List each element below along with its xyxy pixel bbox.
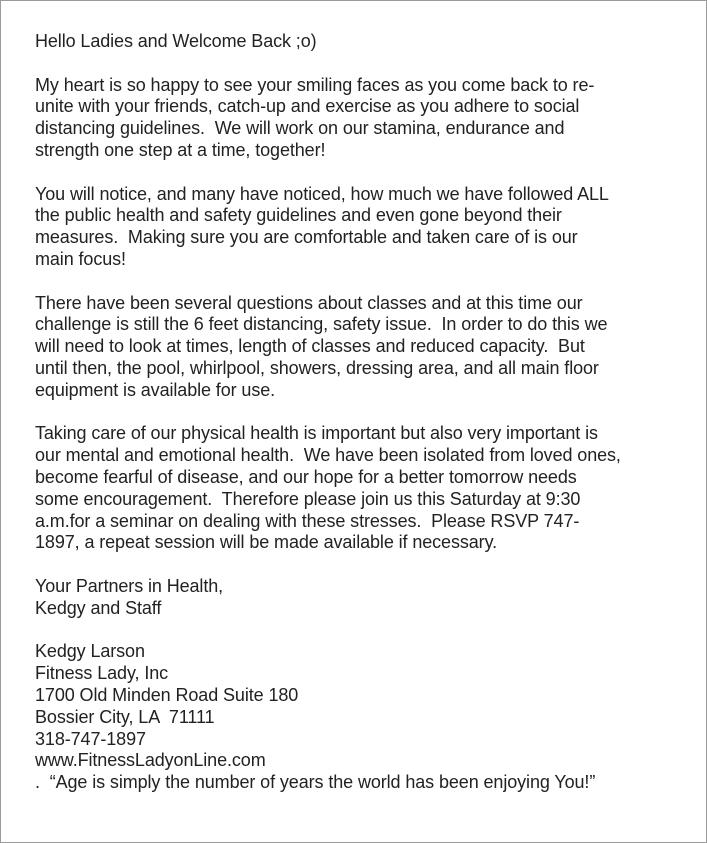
paragraph-welcome: My heart is so happy to see your smiling faces as you come back to re- unite with your friends, catch-up and exercise as you adhere to social distancing guidelines. We will work on our stamina, endurance and strength one step at a time, together! <box>35 74 595 160</box>
paragraph-classes: There have been several questions about classes and at this time our challenge is still the 6 feet distancing, safety issue. In order to do this we will need to look at times, length of classes and reduced capacity. But until then, the pool, whirlpool, showers, dressing area, and all main floor equipment is available for use. <box>35 292 608 400</box>
signature-block <box>35 641 685 794</box>
signature-name: Kedgy Larson <box>35 641 145 662</box>
closing-line: Your Partners in Health, <box>35 575 224 596</box>
greeting: Hello Ladies and Welcome Back ;o) <box>35 31 317 51</box>
signature-quote: . “Age is simply the number of years the world has been enjoying You!” <box>35 772 596 793</box>
signature-company: Fitness Lady, Inc <box>35 663 169 684</box>
letter-content <box>35 31 685 816</box>
closing <box>35 576 685 620</box>
signature-website: www.FitnessLadyonLine.com <box>35 750 266 771</box>
closing-sender: Kedgy and Staff <box>35 597 162 618</box>
signature-phone: 318-747-1897 <box>35 728 146 749</box>
signature-street: 1700 Old Minden Road Suite 180 <box>35 684 299 705</box>
paragraph-seminar: Taking care of our physical health is important but also very important is our mental and emotional health. We have been isolated from loved ones, become fearful of disease, and our hope for a better tomorrow needs some encouragement. Therefore please join us this Saturday at 9:30 a.m.for a seminar on dealing with these stresses. Please RSVP 747- 1897, a repeat session will be made available if necessary. <box>35 423 621 553</box>
signature-city: Bossier City, LA 71111 <box>35 706 215 727</box>
paragraph-safety: You will notice, and many have noticed, how much we have followed ALL the public health and safety guidelines and even gone beyond their measures. Making sure you are comfortable and taken care of is our main focus! <box>35 183 609 269</box>
